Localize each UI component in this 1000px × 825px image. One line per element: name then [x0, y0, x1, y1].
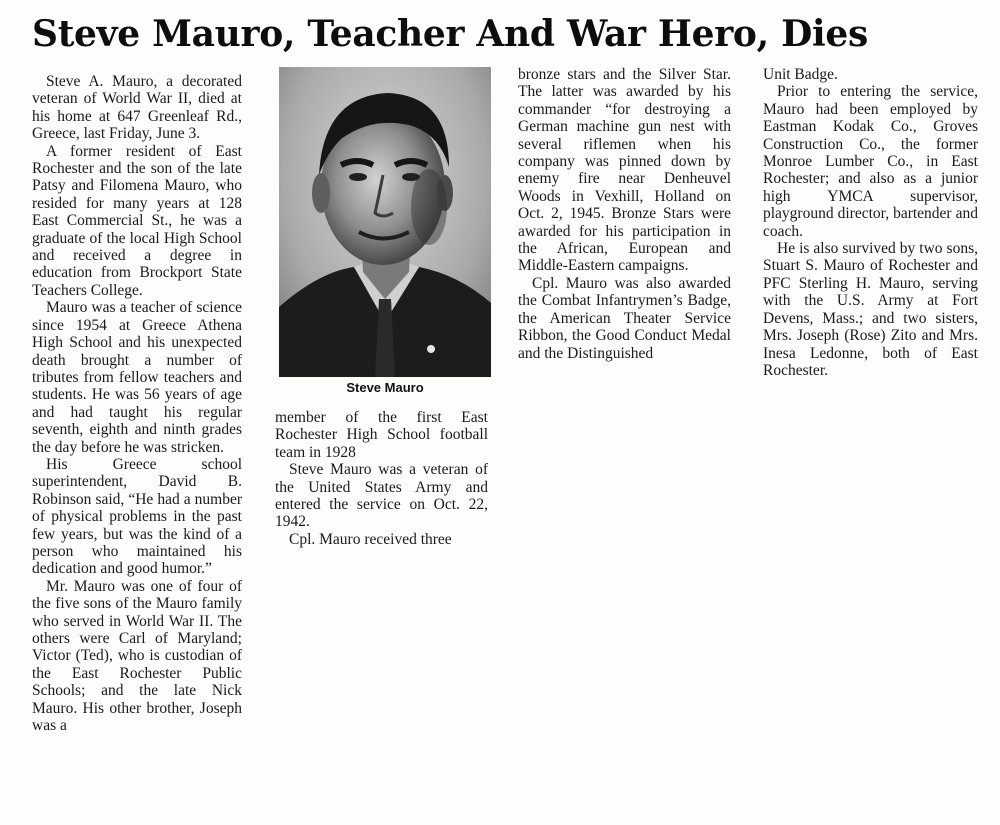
- photo-caption: Steve Mauro: [346, 380, 424, 395]
- paragraph: He is also survived by two sons, Stuart S. Mauro of Rochester and PFC Sterling H. Mauro, serving with the U.S. Army at Fort Devens, Mass.; and two sisters, Mrs. Joseph (Rose) Zito and Mrs. Inesa Ledonne, both of East Rochester.: [763, 240, 978, 379]
- headline: Steve Mauro, Teacher And War Hero, Dies: [32, 13, 868, 55]
- article-column-1: [32, 73, 242, 734]
- paragraph: Cpl. Mauro received three: [289, 530, 452, 548]
- article-column-2: [275, 409, 488, 548]
- paragraph: Mr. Mauro was one of four of the five sons of the Mauro family who served in World War II. The others were Carl of Maryland; Victor (Ted), who is custodian of the East Rochester Public Schools; and the late Nick Mauro. His other brother, Joseph was a: [32, 577, 242, 735]
- portrait-photo: [279, 67, 491, 377]
- paragraph: Mauro was a teacher of science since 1954 at Greece Athena High School and his unexpected death brought a number of tributes from fellow teachers and students. He was 56 years of age and had taught his regular seventh, eighth and ninth grades the day before he was stricken.: [32, 299, 242, 456]
- paragraph: Unit Badge.: [763, 66, 838, 83]
- paragraph: member of the first East Rochester High School football team in 1928: [275, 409, 488, 461]
- paragraph: Cpl. Mauro was also awarded the Combat Infantrymen’s Badge, the American Theater Service Ribbon, the Good Conduct Medal and the Distinguished: [518, 274, 731, 362]
- paragraph: His Greece school superintendent, David B. Robinson said, “He had a number of physical problems in the past few years, but was the kind of a person who maintained his dedication and good humor.”: [32, 455, 242, 578]
- paragraph: A former resident of East Rochester and the son of the late Patsy and Filomena Mauro, who resided for many years at 128 East Commercial St., he was a graduate of the local High School and received a degree in education from Brockport State Teachers College.: [32, 142, 242, 299]
- article-column-3: [518, 66, 731, 362]
- article-column-4: [763, 66, 978, 379]
- paragraph: Steve A. Mauro, a decorated veteran of World War II, died at his home at 647 Greenleaf Rd., Greece, last Friday, June 3.: [32, 73, 242, 143]
- paragraph: Steve Mauro was a veteran of the United States Army and entered the service on Oct. 22, 1942.: [275, 461, 488, 531]
- paragraph: bronze stars and the Silver Star. The latter was awarded by his commander “for destroying a German machine gun nest with several riflemen when his company was pinned down by enemy fire near Denheuvel Woods in Vexhill, Holland on Oct. 2, 1945. Bronze Stars were awarded for his participation in the African, European and Middle-Eastern campaigns.: [518, 66, 731, 275]
- paragraph: Prior to entering the service, Mauro had been employed by Eastman Kodak Co., Groves Construction Co., the former Monroe Lumber Co., in East Rochester; and also as a junior high YMCA supervisor, playground director, bartender and coach.: [763, 83, 978, 240]
